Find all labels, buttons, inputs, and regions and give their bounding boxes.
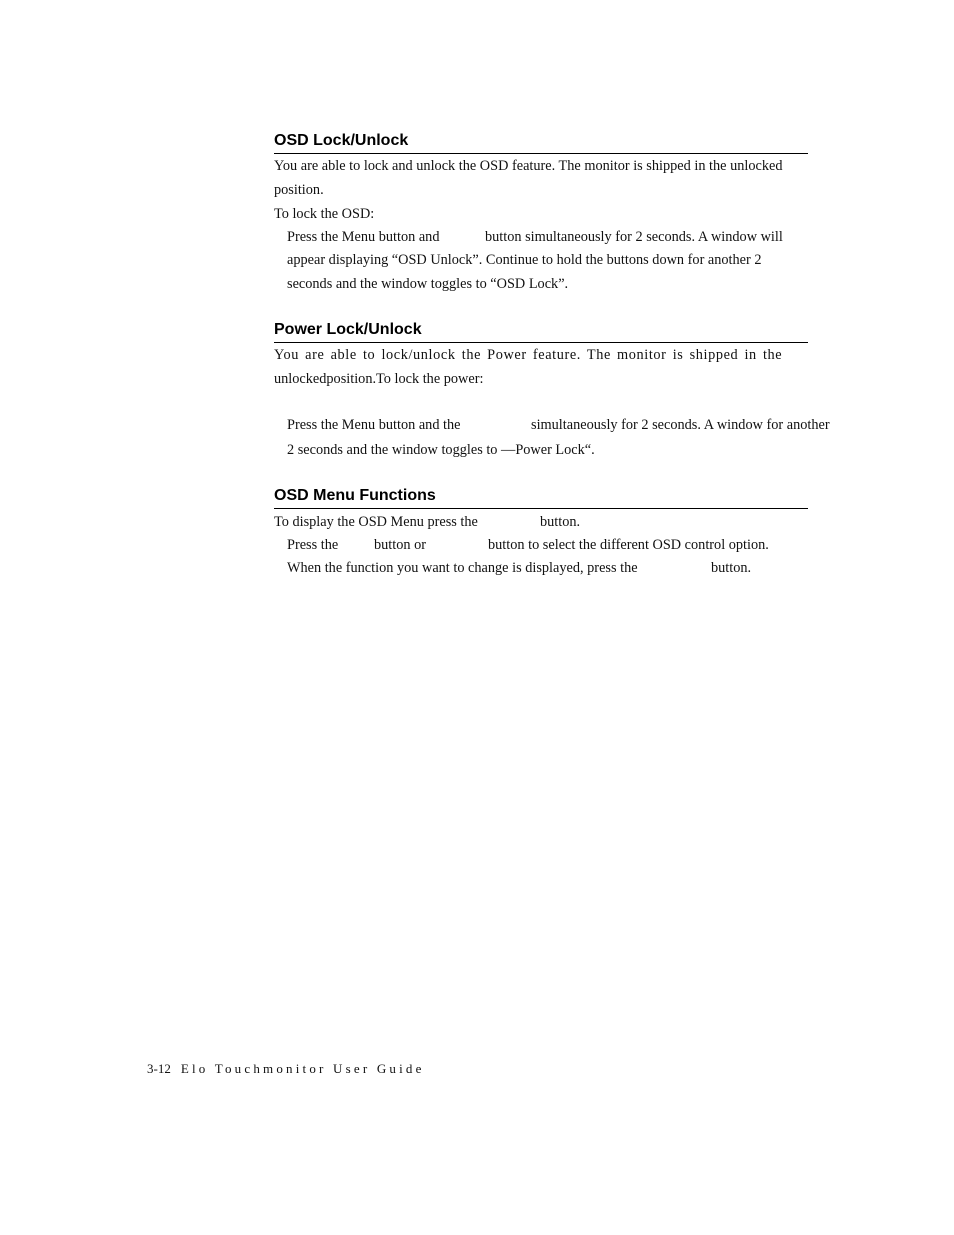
osd-menu-intro-a: To display the OSD Menu press the [274, 514, 478, 530]
osd-menu-step1-c: button to select the different OSD control option. [488, 537, 769, 553]
osd-lock-intro-line-2: position. [274, 182, 324, 198]
osd-lock-to-lock-label: To lock the OSD: [274, 206, 375, 222]
osd-lock-step-line-3: seconds and the window toggles to “OSD Lock”. [287, 276, 569, 292]
section-heading-power-lock: Power Lock/Unlock [274, 320, 808, 343]
osd-menu-step1-a: Press the [287, 537, 339, 553]
osd-menu-step1-b: button or [374, 537, 427, 553]
osd-menu-step2-b: button. [711, 560, 752, 576]
power-lock-step-line-2: 2 seconds and the window toggles to —Power Lock“. [287, 442, 595, 458]
section-heading-osd-menu: OSD Menu Functions [274, 486, 808, 509]
footer-guide-title: Elo Touchmonitor User Guide [180, 1061, 425, 1076]
osd-lock-step-line-1a: Press the Menu button and [287, 229, 440, 245]
osd-lock-step-line-1b: button simultaneously for 2 seconds. A window will [485, 229, 783, 245]
power-lock-step-line-1a: Press the Menu button and the [287, 417, 461, 433]
page-number: 3-12 [147, 1061, 171, 1076]
osd-menu-step2-a: When the function you want to change is displayed, press the [287, 560, 638, 576]
section-heading-osd-lock: OSD Lock/Unlock [274, 131, 808, 154]
page-footer [147, 1061, 425, 1077]
power-lock-intro-line-1: You are able to lock/unlock the Power feature. The monitor is shipped in the [274, 347, 783, 363]
osd-lock-step-line-2: appear displaying “OSD Unlock”. Continue to hold the buttons down for another 2 [287, 252, 762, 268]
power-lock-step-line-1b: simultaneously for 2 seconds. A window for another [531, 417, 830, 433]
osd-menu-intro-b: button. [540, 514, 581, 530]
osd-lock-intro-line-1: You are able to lock and unlock the OSD feature. The monitor is shipped in the unlocked [274, 158, 783, 174]
power-lock-intro-line-2: unlockedposition.To lock the power: [274, 371, 484, 387]
